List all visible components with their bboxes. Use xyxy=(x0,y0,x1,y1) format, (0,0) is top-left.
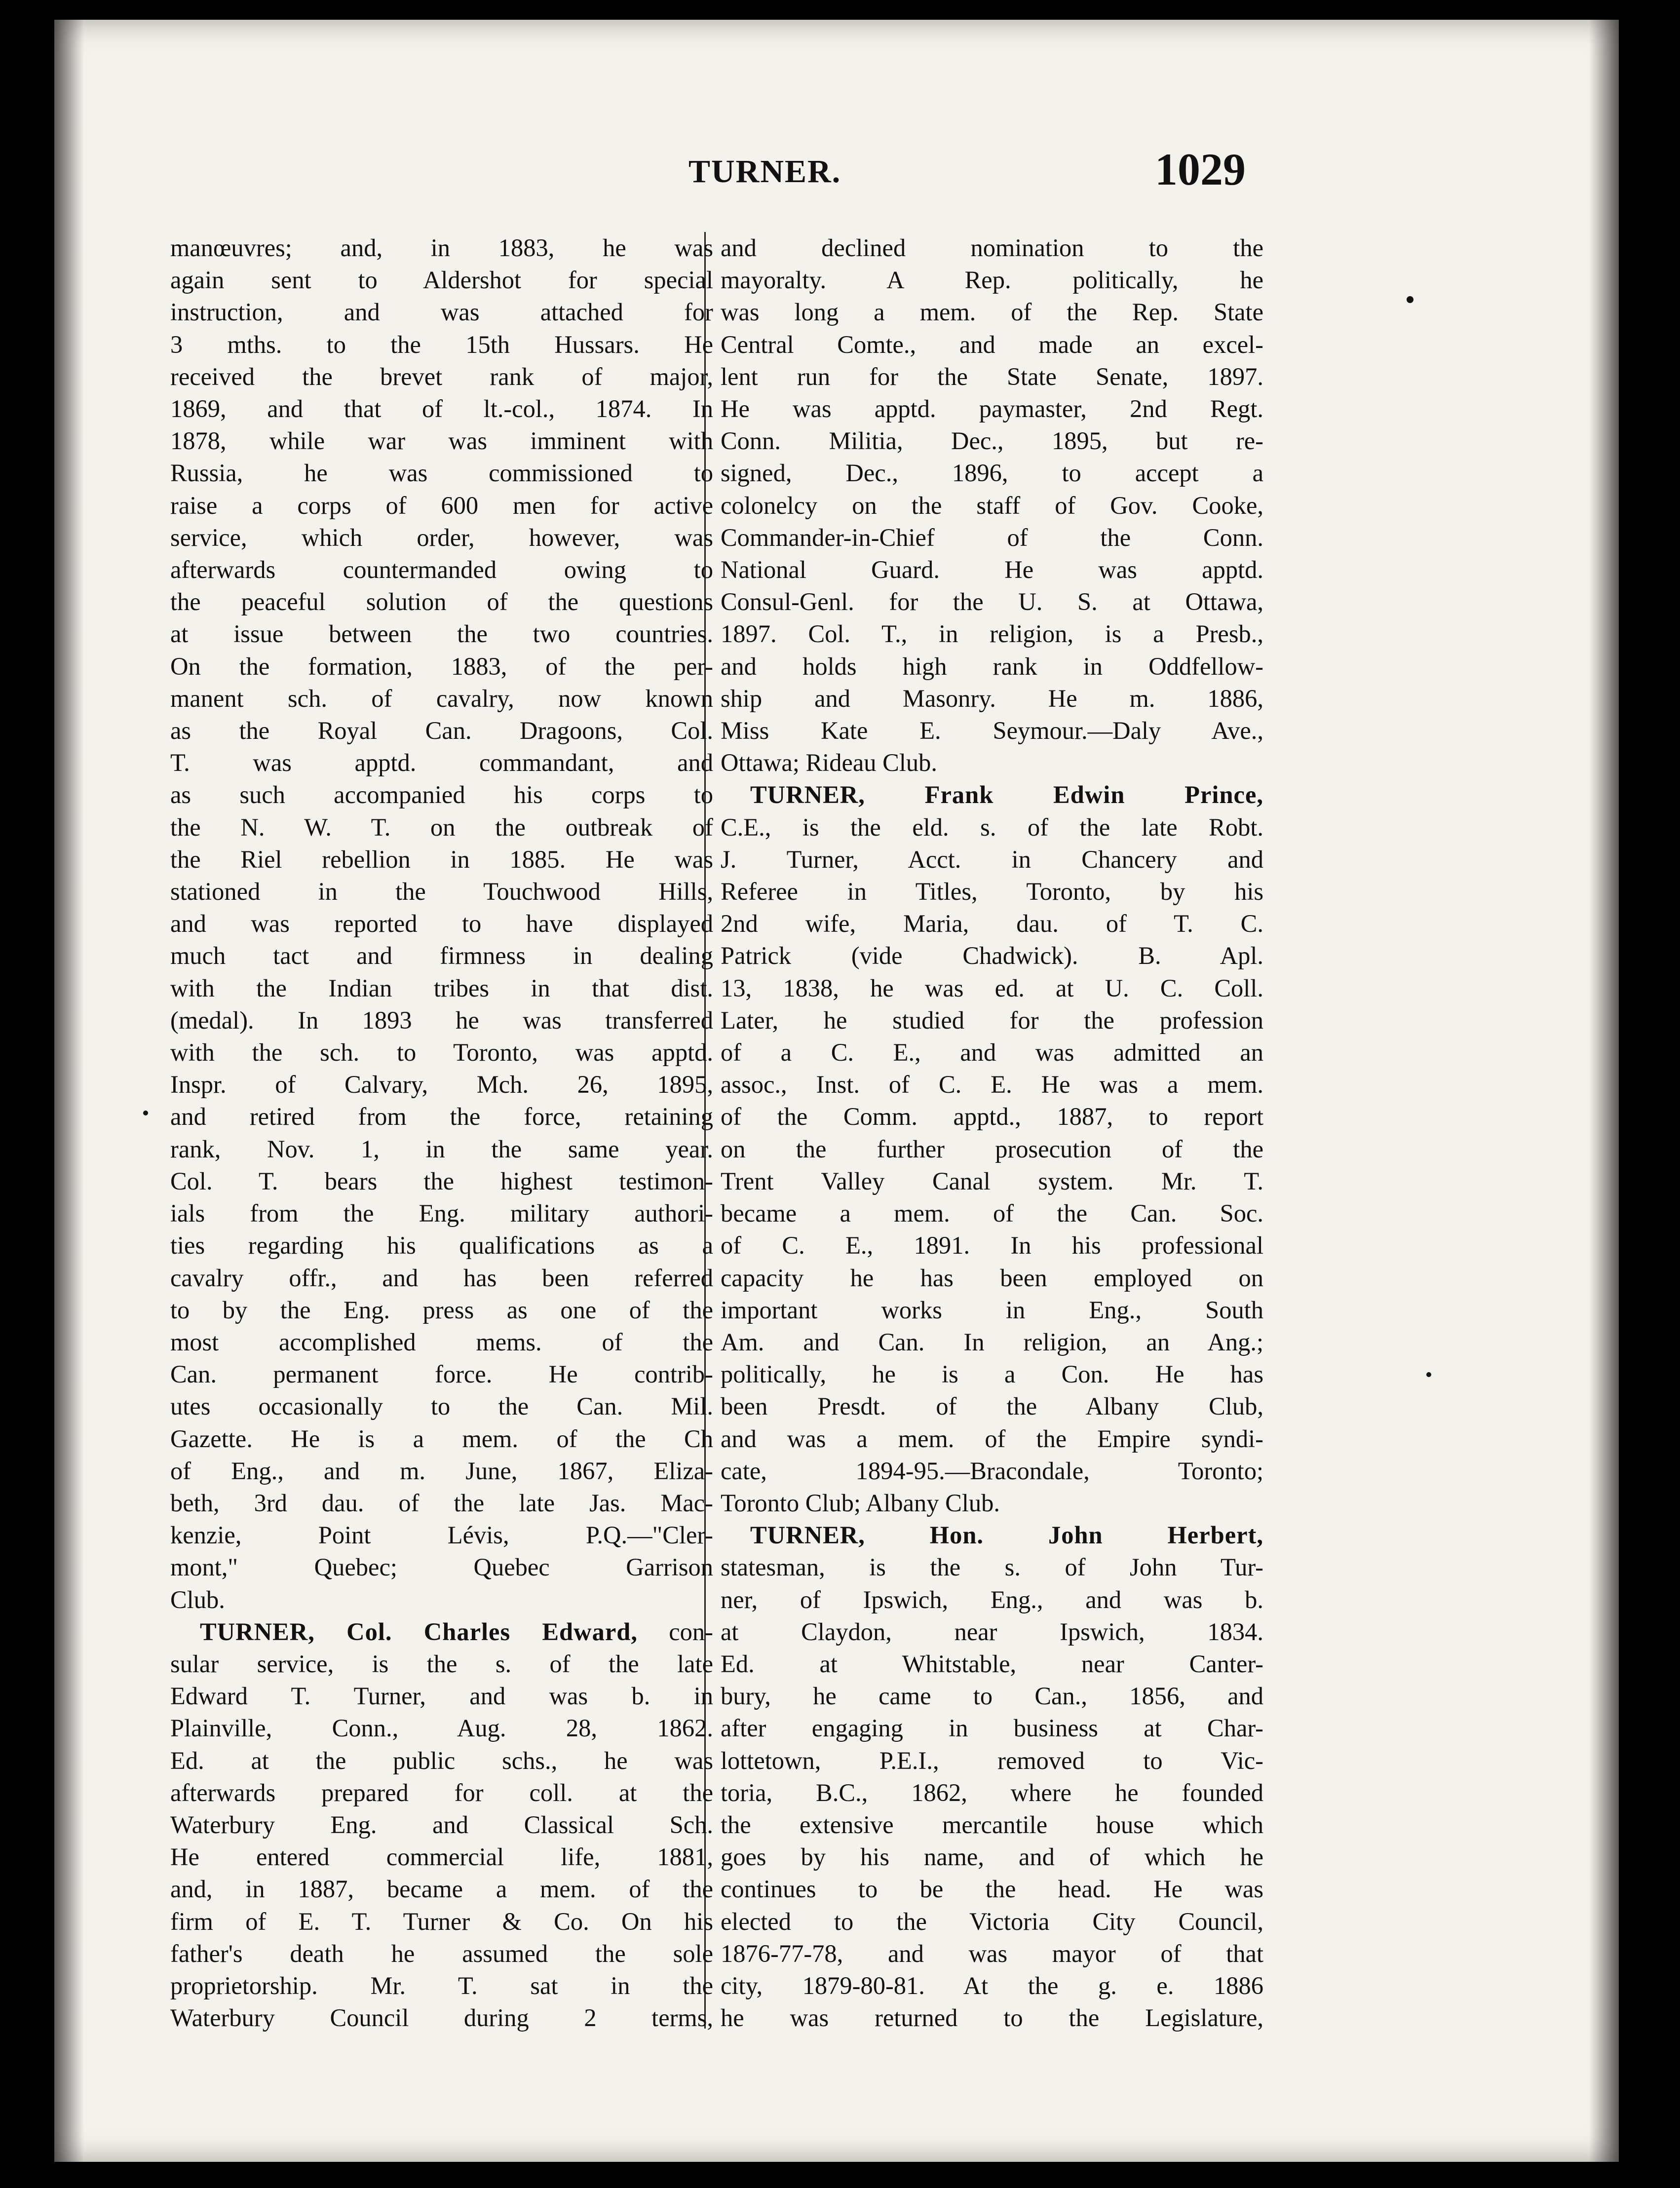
text-line: signed, Dec., 1896, to accept a xyxy=(721,459,1263,487)
text-line: Conn. Militia, Dec., 1895, but re- xyxy=(721,427,1263,455)
text-line: and, in 1887, became a mem. of the xyxy=(170,1875,713,1903)
entry-headword: TURNER, Hon. John Herbert, xyxy=(750,1521,1263,1549)
text-line: 1878, while war was imminent with xyxy=(170,427,713,455)
text-line: and was reported to have displayed xyxy=(170,910,713,938)
text-line: again sent to Aldershot for special xyxy=(170,266,713,294)
text-line: 1876-77-78, and was mayor of that xyxy=(721,1939,1263,1967)
text-line: most accomplished mems. of the xyxy=(170,1328,713,1356)
text-line: was long a mem. of the Rep. State xyxy=(721,298,1263,326)
text-line: been Presdt. of the Albany Club, xyxy=(721,1392,1263,1420)
running-head: TURNER. xyxy=(688,154,841,190)
text-line: Am. and Can. In religion, an Ang.; xyxy=(721,1328,1263,1356)
text-line: National Guard. He was apptd. xyxy=(721,556,1263,584)
text-line: became a mem. of the Can. Soc. xyxy=(721,1199,1263,1228)
entry-headword: TURNER, Col. Charles Edward, xyxy=(200,1617,638,1646)
text-line: after engaging in business at Char- xyxy=(721,1714,1263,1742)
text-line: cavalry offr., and has been referred xyxy=(170,1264,713,1292)
entry-first-line xyxy=(170,1616,713,1648)
text-line: 1869, and that of lt.-col., 1874. In xyxy=(170,395,713,423)
text-line: of the Comm. apptd., 1887, to report xyxy=(721,1103,1263,1131)
text-line: statesman, is the s. of John Tur- xyxy=(721,1553,1263,1581)
text-line: Gazette. He is a mem. of the Ch xyxy=(170,1424,713,1453)
text-line: T. was apptd. commandant, and xyxy=(170,749,713,777)
text-line: and was a mem. of the Empire syndi- xyxy=(721,1424,1263,1453)
text-line: Central Comte., and made an excel- xyxy=(721,330,1263,358)
text-line: ials from the Eng. military authori- xyxy=(170,1199,713,1228)
text-line: 3 mths. to the 15th Hussars. He xyxy=(170,330,713,358)
text-line: ship and Masonry. He m. 1886, xyxy=(721,684,1263,712)
text-line: Plainville, Conn., Aug. 28, 1862. xyxy=(170,1714,713,1742)
text-line: lent run for the State Senate, 1897. xyxy=(721,362,1263,390)
scan-speck xyxy=(1407,296,1413,303)
text-line: cate, 1894-95.—Bracondale, Toronto; xyxy=(721,1457,1263,1485)
page-number: 1029 xyxy=(1155,144,1246,194)
text-line: with the sch. to Toronto, was apptd. xyxy=(170,1038,713,1067)
text-line: On the formation, 1883, of the per- xyxy=(170,652,713,680)
text-line: Edward T. Turner, and was b. in xyxy=(170,1682,713,1710)
text-line: on the further prosecution of the xyxy=(721,1135,1263,1163)
text-line: to by the Eng. press as one of the xyxy=(170,1296,713,1324)
text-line: Trent Valley Canal system. Mr. T. xyxy=(721,1167,1263,1195)
text-line: service, which order, however, was xyxy=(170,523,713,551)
text-line: mont," Quebec; Quebec Garrison xyxy=(170,1553,713,1581)
text-line: politically, he is a Con. He has xyxy=(721,1360,1263,1388)
text-fragment: con- xyxy=(637,1617,713,1646)
text-line: Toronto Club; Albany Club. xyxy=(721,1489,1000,1517)
text-line: father's death he assumed the sole xyxy=(170,1939,713,1967)
text-line: rank, Nov. 1, in the same year. xyxy=(170,1135,713,1163)
text-line: toria, B.C., 1862, where he founded xyxy=(721,1778,1263,1806)
text-line: the extensive mercantile house which xyxy=(721,1810,1263,1839)
text-line: C.E., is the eld. s. of the late Robt. xyxy=(721,813,1263,841)
left-column xyxy=(170,232,713,2034)
text-line: Waterbury Eng. and Classical Sch. xyxy=(170,1810,713,1839)
text-line: manœuvres; and, in 1883, he was xyxy=(170,234,713,262)
text-line: instruction, and was attached for xyxy=(170,298,713,326)
entry-first-line xyxy=(721,779,1263,811)
text-line: as the Royal Can. Dragoons, Col. xyxy=(170,717,713,745)
text-line: Col. T. bears the highest testimon- xyxy=(170,1167,713,1195)
text-line: much tact and firmness in dealing xyxy=(170,942,713,970)
text-line: bury, he came to Can., 1856, and xyxy=(721,1682,1263,1710)
text-line: Inspr. of Calvary, Mch. 26, 1895, xyxy=(170,1071,713,1099)
text-line: 13, 1838, he was ed. at U. C. Coll. xyxy=(721,974,1263,1002)
text-line: as such accompanied his corps to xyxy=(170,781,713,809)
text-line: he was returned to the Legislature, xyxy=(721,2004,1263,2032)
text-line: the N. W. T. on the outbreak of xyxy=(170,813,713,841)
text-line: proprietorship. Mr. T. sat in the xyxy=(170,1971,713,1999)
text-line: of Eng., and m. June, 1867, Eliza- xyxy=(170,1457,713,1485)
text-line: the peaceful solution of the questions xyxy=(170,588,713,616)
text-line: mayoralty. A Rep. politically, he xyxy=(721,266,1263,294)
text-line: Miss Kate E. Seymour.—Daly Ave., xyxy=(721,717,1263,745)
text-line: the Riel rebellion in 1885. He was xyxy=(170,845,713,873)
text-line: ties regarding his qualifications as a xyxy=(170,1231,713,1260)
text-line: at issue between the two countries. xyxy=(170,620,713,648)
text-line: 2nd wife, Maria, dau. of T. C. xyxy=(721,910,1263,938)
page-header xyxy=(54,144,1619,202)
text-line: (medal). In 1893 he was transferred xyxy=(170,1006,713,1034)
text-line: beth, 3rd dau. of the late Jas. Mac- xyxy=(170,1489,713,1517)
text-line: J. Turner, Acct. in Chancery and xyxy=(721,845,1263,873)
text-line: Russia, he was commissioned to xyxy=(170,459,713,487)
text-line: ner, of Ipswich, Eng., and was b. xyxy=(721,1585,1263,1613)
text-line: continues to be the head. He was xyxy=(721,1875,1263,1903)
text-line: important works in Eng., South xyxy=(721,1296,1263,1324)
text-line: He was apptd. paymaster, 2nd Regt. xyxy=(721,395,1263,423)
text-line: goes by his name, and of which he xyxy=(721,1843,1263,1871)
text-line: Waterbury Council during 2 terms, xyxy=(170,2004,713,2032)
text-line: and holds high rank in Oddfellow- xyxy=(721,652,1263,680)
text-line: afterwards prepared for coll. at the xyxy=(170,1778,713,1806)
text-line: Ed. at Whitstable, near Canter- xyxy=(721,1650,1263,1678)
text-line: Ottawa; Rideau Club. xyxy=(721,749,937,777)
text-line: colonelcy on the staff of Gov. Cooke, xyxy=(721,491,1263,519)
text-line: afterwards countermanded owing to xyxy=(170,556,713,584)
text-line: of C. E., 1891. In his professional xyxy=(721,1231,1263,1260)
text-line: kenzie, Point Lévis, P.Q.—"Cler- xyxy=(170,1521,713,1549)
right-column xyxy=(721,232,1263,2034)
text-line: utes occasionally to the Can. Mil. xyxy=(170,1392,713,1420)
text-line: of a C. E., and was admitted an xyxy=(721,1038,1263,1067)
text-line: Commander-in-Chief of the Conn. xyxy=(721,523,1263,551)
scan-speck xyxy=(1426,1372,1431,1377)
text-line: raise a corps of 600 men for active xyxy=(170,491,713,519)
text-line: manent sch. of cavalry, now known xyxy=(170,684,713,712)
text-line: sular service, is the s. of the late xyxy=(170,1650,713,1678)
text-line: 1897. Col. T., in religion, is a Presb., xyxy=(721,620,1263,648)
text-line: lottetown, P.E.I., removed to Vic- xyxy=(721,1746,1263,1774)
text-line: Can. permanent force. He contrib- xyxy=(170,1360,713,1388)
text-line: assoc., Inst. of C. E. He was a mem. xyxy=(721,1071,1263,1099)
entry-first-line xyxy=(721,1519,1263,1551)
scan-speck xyxy=(143,1111,148,1115)
text-line: with the Indian tribes in that dist. xyxy=(170,974,713,1002)
text-line: city, 1879-80-81. At the g. e. 1886 xyxy=(721,1971,1263,1999)
left-page-edge xyxy=(54,20,84,2162)
text-line: Patrick (vide Chadwick). B. Apl. xyxy=(721,942,1263,970)
text-line: Referee in Titles, Toronto, by his xyxy=(721,878,1263,906)
text-line: and retired from the force, retaining xyxy=(170,1103,713,1131)
text-line: and declined nomination to the xyxy=(721,234,1263,262)
text-line: Consul-Genl. for the U. S. at Ottawa, xyxy=(721,588,1263,616)
text-line: stationed in the Touchwood Hills, xyxy=(170,878,713,906)
text-line: capacity he has been employed on xyxy=(721,1264,1263,1292)
text-line: He entered commercial life, 1881, xyxy=(170,1843,713,1871)
text-line: received the brevet rank of major, xyxy=(170,362,713,390)
entry-headword: TURNER, Frank Edwin Prince, xyxy=(750,781,1263,809)
text-line: Club. xyxy=(170,1585,225,1613)
text-line: Later, he studied for the profession xyxy=(721,1006,1263,1034)
text-line: Ed. at the public schs., he was xyxy=(170,1746,713,1774)
right-page-edge xyxy=(1589,20,1619,2162)
text-line: at Claydon, near Ipswich, 1834. xyxy=(721,1617,1263,1646)
text-line: firm of E. T. Turner & Co. On his xyxy=(170,1907,713,1935)
text-line: elected to the Victoria City Council, xyxy=(721,1907,1263,1935)
page-scan xyxy=(54,20,1619,2162)
